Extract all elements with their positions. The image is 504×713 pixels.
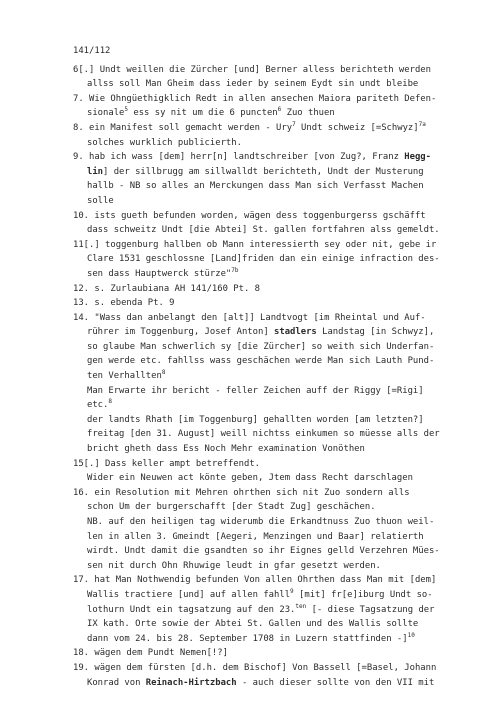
- text-line: [73, 603, 476, 618]
- text-line: [73, 384, 476, 399]
- text-segment: rührer im Toggenburg, Josef Anton]: [87, 327, 275, 338]
- text-segment: Wider ein Neuwen act könte geben, Jtem dass Recht darschlagen: [87, 473, 413, 484]
- text-line: [73, 676, 476, 691]
- footnote-ref: 8: [161, 369, 166, 377]
- text-segment: 16. ein Resolution mit Mehren ohrthen sich nit Zuo sondern alls: [73, 487, 410, 498]
- text-segment: 10. ists gueth befunden worden, wägen dess toggenburgerss gschäfft: [73, 210, 426, 221]
- text-line: [73, 267, 476, 282]
- text-line: [73, 238, 476, 253]
- text-segment: bricht gheth dass Ess Noch Mehr examination Vonöthen: [87, 444, 365, 455]
- text-segment: sionale: [87, 108, 125, 119]
- footnote-ref: 7: [292, 120, 296, 128]
- text-segment: allss soll Man Gheim dass ieder by seinem Eydt sin undt bleibe: [87, 79, 419, 90]
- text-segment: lothurn Undt ein tagsatzung auf den 23.: [87, 604, 296, 615]
- text-line: [73, 296, 476, 311]
- footnote-ref: 9: [290, 587, 294, 595]
- text-segment: ] der sillbrugg am sillwalldt berichteth, Undt der Musterung: [103, 166, 424, 177]
- text-line: [73, 471, 476, 486]
- text-segment: solle: [87, 195, 114, 206]
- text-segment: [mit] fr[e]iburg Undt so-: [293, 589, 433, 600]
- text-segment: Konrad von: [87, 677, 146, 688]
- text-segment: solches wurklich publicierth.: [87, 137, 242, 148]
- bold-name: lin: [87, 166, 104, 177]
- text-line: [73, 559, 476, 574]
- text-line: [73, 340, 476, 355]
- text-line: [73, 77, 476, 92]
- text-segment: - auch dieser sollte von den VII mit: [236, 677, 435, 688]
- text-line: [73, 588, 476, 603]
- text-segment: 17. hat Man Nothwendig befunden Von allen Ohrthen dass Man mit [dem]: [73, 575, 437, 586]
- text-line: [73, 106, 476, 121]
- text-segment: 15[.] Dass keller ampt betreffendt.: [73, 458, 261, 469]
- text-line: [73, 442, 476, 457]
- footnote-ref: 5: [124, 106, 129, 114]
- text-segment: sen dass Hauptwerck stürze": [87, 268, 232, 279]
- footnote-ref: 7b: [231, 266, 239, 274]
- text-segment: Clare 1531 geschlossne [Land]friden dan ein einige infraction des-: [87, 254, 440, 265]
- text-line: [73, 194, 476, 209]
- text-line: [73, 92, 476, 107]
- text-segment: sen nit durch Ohn Rhuwige leudt in gfar gesetzt werden.: [87, 560, 381, 571]
- text-line: [73, 369, 476, 384]
- text-segment: Landstag [in Schwyz],: [316, 327, 435, 338]
- text-line: [73, 486, 476, 501]
- text-segment: 12. s. Zurlaubiana AH 141/160 Pt. 8: [73, 283, 261, 294]
- text-segment: ten Verhallten: [87, 371, 162, 382]
- text-line: [73, 121, 476, 136]
- text-segment: ess sy nit um die 6 puncten: [128, 108, 278, 119]
- text-segment: 13. s. ebenda Pt. 9: [73, 298, 175, 309]
- text-segment: freitag [den 31. August] weill nichtss einkumen so müesse alls der: [87, 429, 440, 440]
- text-segment: wirdt. Undt damit die gsandten so ihr Eignes gelld Verzehren Mües-: [87, 546, 440, 557]
- text-line: [73, 457, 476, 472]
- text-segment: 14. "Wass dan anbelangt den [alt]] Landtvogt [im Rheintal und Auf-: [73, 312, 426, 323]
- text-line: [73, 632, 476, 647]
- text-segment: Man Erwarte ihr bericht - feller Zeichen auff der Riggy [=Rigi]: [87, 385, 424, 396]
- text-line: [73, 398, 476, 413]
- bold-name: stadlers: [274, 327, 317, 338]
- text-line: [73, 427, 476, 442]
- text-segment: so glaube Man schwerlich sy [die Zürcher] so weith sich Underfan-: [87, 341, 435, 352]
- text-line: [73, 325, 476, 340]
- text-segment: dass schweitz Undt [die Abtei] St. gallen fortfahren alss gemeldt.: [87, 225, 440, 236]
- footnote-ref: 6: [277, 106, 282, 114]
- text-line: [73, 311, 476, 326]
- text-segment: Wallis tractiere [und] auf allen fahll: [87, 589, 291, 600]
- text-line: [73, 282, 476, 297]
- text-segment: 11[.] toggenburg hallben ob Mann interessierth sey oder nit, gebe ir: [73, 239, 437, 250]
- text-segment: 6[.] Undt weillen die Zürcher [und] Berner alless berichteth werden: [73, 64, 431, 75]
- footnote-ref: ten: [295, 602, 307, 610]
- text-line: [73, 646, 476, 661]
- text-line: [73, 179, 476, 194]
- bold-name: Reinach-Hirtzbach: [145, 677, 237, 688]
- text-line: [73, 165, 476, 180]
- text-line: [73, 252, 476, 267]
- text-line: [73, 617, 476, 632]
- bold-name: Hegg-: [404, 152, 431, 163]
- page-header: 141/112: [73, 46, 111, 56]
- text-segment: [- diese Tagsatzung der: [306, 604, 435, 615]
- text-line: [73, 413, 476, 428]
- text-segment: etc.: [87, 400, 109, 411]
- text-segment: hallb - NB so alles an Merckungen dass Man sich Verfasst Machen: [87, 181, 424, 192]
- text-segment: 19. wägen dem fürsten [d.h. dem Bischof] Von Bassell [=Basel, Johann: [73, 662, 437, 673]
- text-segment: der landts Rhath [im Toggenburg] gehallten worden [am letzten?]: [87, 414, 424, 425]
- text-segment: 9. hab ich wass [dem] herr[n] landtschreiber [von Zug?, Franz: [73, 152, 405, 163]
- text-segment: 18. wägen dem Pundt Nemen[!?]: [73, 648, 228, 659]
- text-line: [73, 136, 476, 151]
- text-line: [73, 544, 476, 559]
- text-line: [73, 573, 476, 588]
- text-line: [73, 530, 476, 545]
- document-body: [73, 63, 476, 691]
- text-segment: Undt schweiz [=Schwyz]: [295, 122, 419, 133]
- text-line: [73, 223, 476, 238]
- text-line: [73, 500, 476, 515]
- text-line: [73, 63, 476, 78]
- footnote-ref: 10: [407, 631, 415, 639]
- text-segment: schon Um der burgerschafft [der Stadt Zug] geschächen.: [87, 502, 376, 513]
- footnote-ref: 7a: [418, 120, 426, 128]
- text-segment: dann vom 24. bis 28. September 1708 in Luzern stattfinden -]: [87, 633, 408, 644]
- text-segment: 7. Wie Ohngüethigklich Redt in allen ansechen Maiora pariteth Defen-: [73, 93, 437, 104]
- footnote-ref: 8: [108, 398, 112, 406]
- text-line: [73, 150, 476, 165]
- text-line: [73, 661, 476, 676]
- text-line: [73, 354, 476, 369]
- text-segment: Zuo thuen: [281, 108, 335, 119]
- text-line: [73, 515, 476, 530]
- text-segment: IX kath. Orte sowie der Abtei St. Gallen und des Wallis sollte: [87, 619, 419, 630]
- text-line: [73, 209, 476, 224]
- text-segment: NB. auf den heiligen tag widerumb die Erkandtnuss Zuo thuon weil-: [87, 517, 435, 527]
- text-segment: len in allen 3. Gmeindt [Aegeri, Menzingen und Baar] relatierth: [87, 531, 424, 542]
- text-segment: gen werde etc. fahllss wass geschächen werde Man sich Lauth Pund-: [87, 356, 435, 367]
- text-segment: 8. ein Manifest soll gemacht werden - Ury: [73, 122, 293, 133]
